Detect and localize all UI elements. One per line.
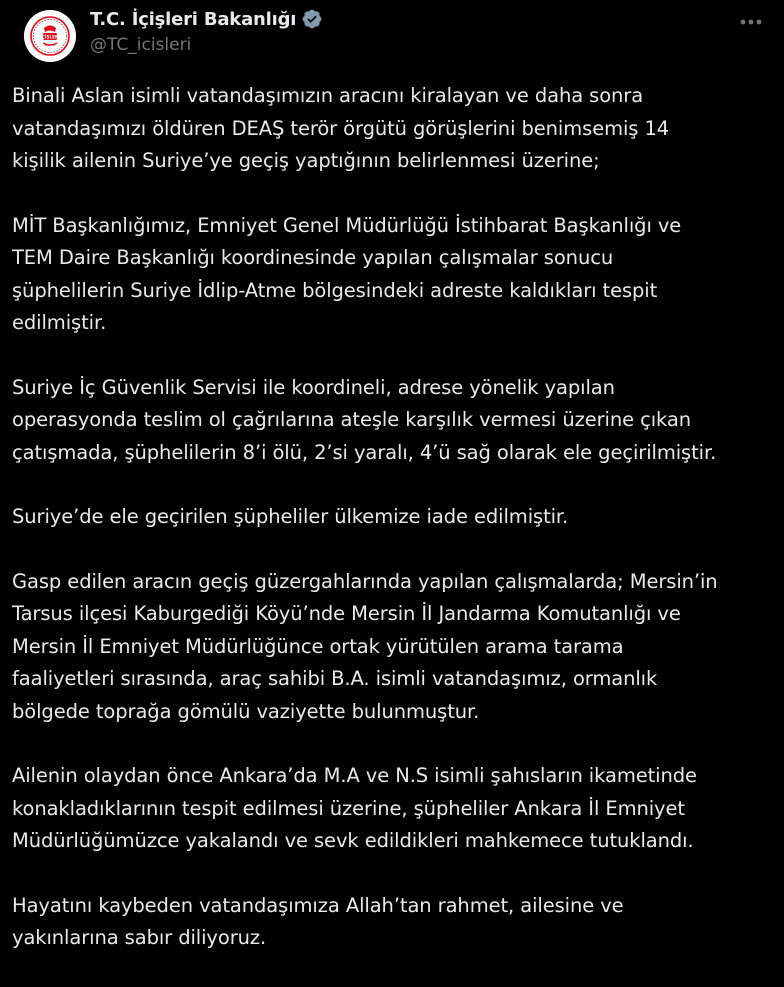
- tweet-paragraph: [12, 890, 764, 955]
- tweet-paragraph: [12, 501, 764, 534]
- tweet-line: Tarsus ilçesi Kaburgediği Köyü’nde Mersin İl Jandarma Komutanlığı ve: [12, 602, 681, 625]
- display-name-row: [90, 7, 323, 31]
- tweet-line: vatandaşımızı öldüren DEAŞ terör örgütü görüşlerini benimsemiş 14: [12, 116, 670, 140]
- avatar-text: İÇİŞLERİ: [40, 34, 60, 40]
- tweet-paragraph: [12, 210, 764, 340]
- tweet-paragraph: [12, 760, 764, 858]
- tweet-line: yakınlarına sabır diliyoruz.: [12, 926, 267, 949]
- author-names: [90, 7, 323, 55]
- tweet-line: edilmiştir.: [12, 311, 107, 334]
- tweet-line: Müdürlüğümüzce yakalandı ve sevk edildikleri mahkemece tutuklandı.: [12, 829, 694, 852]
- tweet-line: konakladıklarının tespit edilmesi üzerine, şüpheliler Ankara İl Emniyet: [12, 796, 685, 820]
- tweet-line: şüphelilerin Suriye İdlip-Atme bölgesindeki adreste kaldıkları tespit: [12, 278, 658, 302]
- tweet-line: bölgede toprağa gömülü vaziyette bulunmuştur.: [12, 699, 480, 723]
- tweet-line: Gasp edilen aracın geçiş güzergahlarında yapılan çalışmalarda; Mersin’in: [12, 569, 718, 593]
- author-handle[interactable]: @TC_icisleri: [90, 35, 192, 55]
- tweet-line: faaliyetleri sırasında, araç sahibi B.A. isimli vatandaşımız, ormanlık: [12, 667, 658, 690]
- tweet-paragraph: [12, 80, 764, 178]
- tweet-line: Mersin İl Emniyet Müdürlüğünce ortak yürütülen arama tarama: [12, 634, 624, 658]
- tweet-line: MİT Başkanlığımız, Emniyet Genel Müdürlüğü İstihbarat Başkanlığı ve: [12, 213, 682, 237]
- tweet-line: operasyonda teslim ol çağrılarına ateşle karşılık vermesi üzerine çıkan: [12, 408, 691, 431]
- tweet-line: Ailenin olaydan önce Ankara’da M.A ve N.S isimli şahısların ikametinde: [12, 764, 697, 787]
- more-options-button[interactable]: [738, 12, 764, 32]
- tweet-line: Suriye’de ele geçirilen şüpheliler ülkemize iade edilmiştir.: [12, 505, 569, 528]
- tweet-paragraph: [12, 566, 764, 729]
- tweet-line: Binali Aslan isimli vatandaşımızın aracını kiralayan ve daha sonra: [12, 84, 644, 107]
- author-display-name[interactable]: T.C. İçişleri Bakanlığı: [90, 8, 297, 30]
- tweet-text: [12, 80, 764, 987]
- more-options-icon: [739, 19, 763, 25]
- tweet-line: kişilik ailenin Suriye’ye geçiş yaptığının belirlenmesi üzerine;: [12, 149, 600, 172]
- tweet-line: Suriye İç Güvenlik Servisi ile koordineli, adrese yönelik yapılan: [12, 375, 615, 399]
- tweet-line: TEM Daire Başkanlığı koordinesinde yapılan çalışmalar sonucu: [12, 246, 614, 269]
- tweet-line: çatışmada, şüphelilerin 8’i ölü, 2’si yaralı, 4’ü sağ olarak ele geçirilmiştir.: [12, 440, 717, 464]
- ministry-logo-icon: [24, 10, 76, 62]
- avatar[interactable]: [24, 10, 76, 62]
- tweet-paragraph: [12, 372, 764, 470]
- tweet-line: Hayatını kaybeden vatandaşımıza Allah’tan rahmet, ailesine ve: [12, 893, 624, 917]
- tweet-header: [12, 0, 772, 70]
- verified-badge-icon[interactable]: [301, 8, 323, 30]
